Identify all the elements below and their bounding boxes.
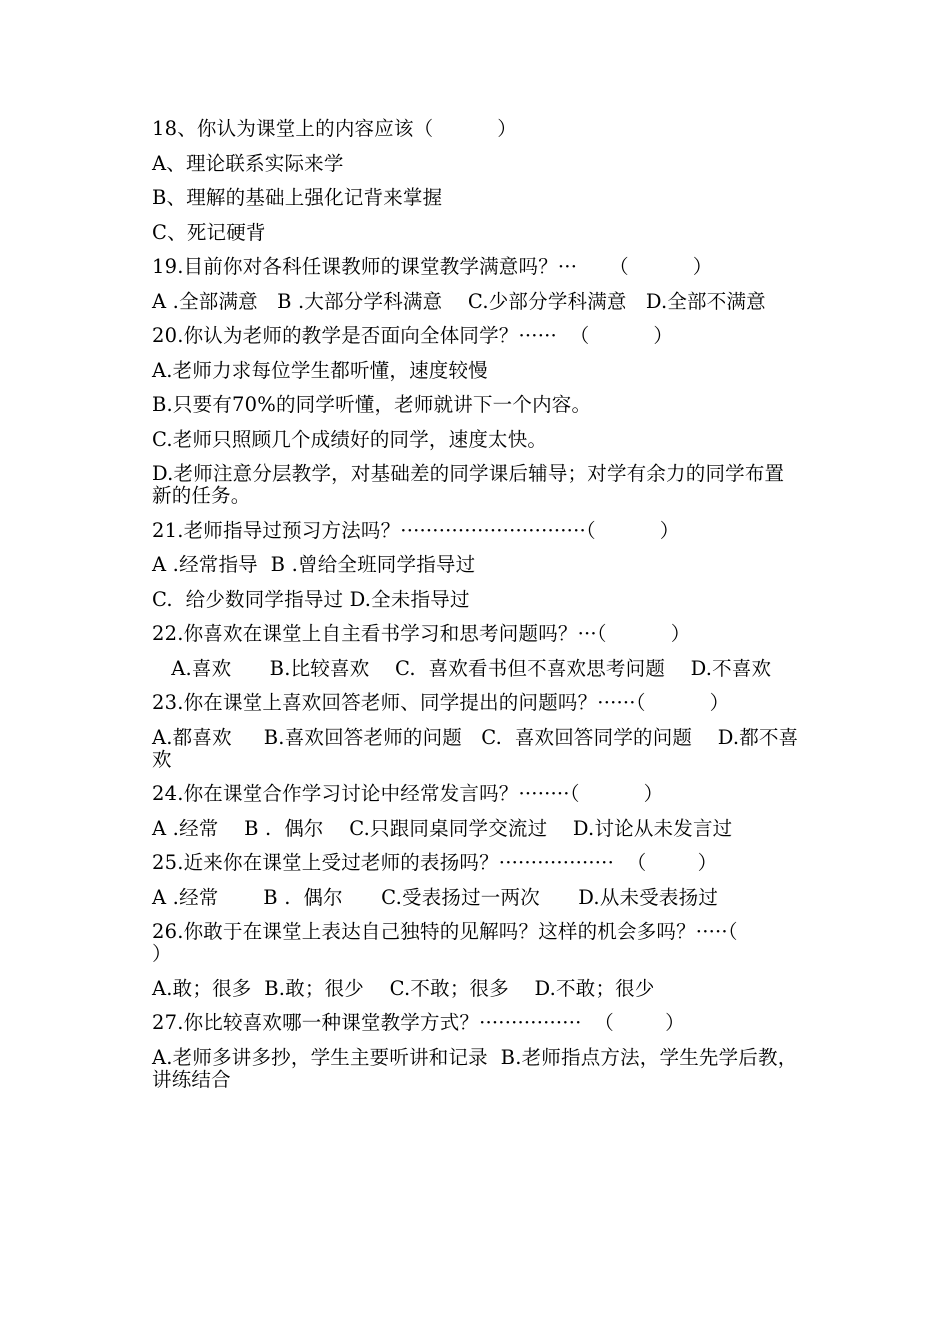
options-22: A.喜欢 B.比较喜欢 C. 喜欢看书但不喜欢思考问题 D.不喜欢	[152, 656, 772, 680]
options-24: A .经常 B . 偶尔 C.只跟同桌同学交流过 D.讨论从未发言过	[152, 816, 733, 840]
options-27: A.老师多讲多抄，学生主要听讲和记录 B.老师指点方法，学生先学后教，讲练结合	[152, 1045, 798, 1091]
option-20-b: B.只要有70%的同学听懂，老师就讲下一个内容。	[152, 393, 592, 416]
question-18: 18、你认为课堂上的内容应该（ ）	[152, 117, 517, 140]
options-19: A .全部满意 B .大部分学科满意 C.少部分学科满意 D.全部不满意	[152, 289, 766, 313]
question-24: 24.你在课堂合作学习讨论中经常发言吗？········（ ）	[152, 782, 664, 805]
question-26: 26.你敢于在课堂上表达自己独特的见解吗？这样的机会多吗？·····（ ）	[152, 920, 802, 965]
options-25: A .经常 B . 偶尔 C.受表扬过一两次 D.从未受表扬过	[152, 885, 719, 909]
question-25: 25.近来你在课堂上受过老师的表扬吗？·················· （ ）	[152, 851, 718, 874]
option-18-a: A、理论联系实际来学	[152, 151, 344, 175]
option-20-c: C.老师只照顾几个成绩好的同学，速度太快。	[152, 427, 548, 451]
options-21-ab: A .经常指导 B .曾给全班同学指导过	[152, 553, 476, 576]
option-18-c: C、死记硬背	[152, 220, 266, 244]
option-18-b: B、理解的基础上强化记背来掌握	[152, 186, 443, 209]
options-26: A.敢；很多 B.敢；很少 C.不敢；很多 D.不敢；很少	[152, 976, 655, 1000]
options-21-cd: C. 给少数同学指导过 D.全未指导过	[152, 587, 470, 611]
question-27: 27.你比较喜欢哪一种课堂教学方式？················ （ ）	[152, 1011, 685, 1034]
question-20: 20.你认为老师的教学是否面向全体同学？······ （ ）	[152, 324, 674, 347]
question-19: 19.目前你对各科任课教师的课堂教学满意吗？··· （ ）	[152, 255, 713, 278]
questionnaire-page	[152, 118, 802, 1103]
options-23: A.都喜欢 B.喜欢回答老师的问题 C. 喜欢回答同学的问题 D.都不喜欢	[152, 725, 799, 771]
question-22: 22.你喜欢在课堂上自主看书学习和思考问题吗？···（ ）	[152, 622, 691, 645]
question-21: 21.老师指导过预习方法吗？·····························（ ）	[152, 518, 680, 542]
question-23: 23.你在课堂上喜欢回答老师、同学提出的问题吗？······（ ）	[152, 691, 730, 714]
option-20-d: D.老师注意分层教学，对基础差的同学课后辅导；对学有余力的同学布置新的任务。	[152, 462, 785, 507]
option-20-a: A.老师力求每位学生都听懂，速度较慢	[152, 358, 488, 382]
